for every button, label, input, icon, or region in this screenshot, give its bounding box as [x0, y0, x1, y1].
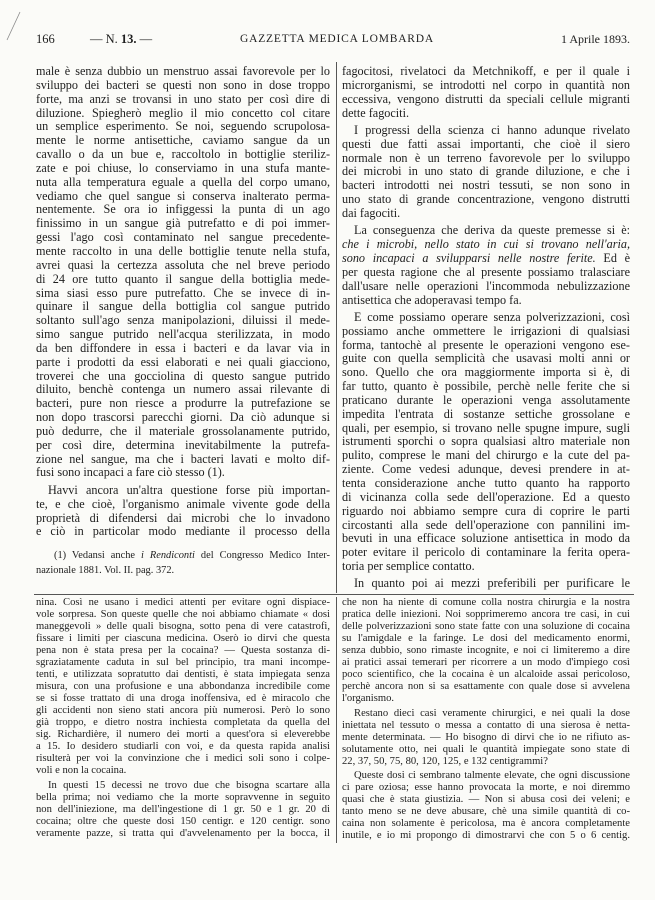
text-line: nina. Così ne usano i medici attenti per evitare ogni dispiace- — [36, 597, 330, 608]
text-line: circostanti alla sede dell'operazione con pannilini im- — [342, 517, 630, 532]
text-line: poco scientifico, che la cocaina è un alcaloide assai pericoloso, — [342, 669, 630, 680]
text-segment: Ed è — [595, 250, 630, 265]
paragraph — [36, 548, 330, 578]
text-line: cocaina; oltre che queste dosi 150 centigr. e 120 centigr. sono — [36, 815, 330, 827]
paragraph — [342, 224, 630, 307]
issue-number-value: 13. — [120, 32, 137, 46]
text-line: per questa ragione che al presente possiamo tralasciare — [342, 264, 630, 279]
text-line: pratica delle iniezioni. Noi sopprimeremo ancora tre casi, in cui — [342, 609, 630, 620]
text-line: non dopo trascorsi parecchi giorni. Da ciò adunque si — [36, 410, 330, 425]
text-line: possiamo anche ommettere le irrigazioni di qualsiasi — [342, 323, 630, 338]
lower-left-column — [36, 597, 330, 840]
text-line: misura, con una profusione e una abbondanza incredibile come — [36, 681, 330, 692]
scan-mark — [0, 10, 24, 44]
text-line: dall'usare nelle operazioni l'incommoda nebulizzazione — [342, 278, 630, 293]
text-line: perchè ancora non si sa esattamente con quale dose si avvelena — [342, 681, 630, 692]
text-line — [342, 252, 630, 266]
text-line: già troppo, e dietro nostra inchiesta completata da quella del — [36, 717, 330, 728]
text-line: per così dire, determina inevitabilmente la putrefa- — [36, 437, 330, 452]
text-line: fusi sono incapaci a fare ciò stesso (1). — [36, 465, 225, 480]
text-line: In questi 15 decessi ne trovo due che bisogna scartare alla — [48, 779, 330, 791]
text-line: quasi che è stata giustizia. — Non si abusa così dei veleni; e — [342, 794, 630, 805]
text-line: guite con quella semplicità che usavasi molti anni or — [342, 351, 630, 366]
text-line: proprietà di difendersi dai microbi che lo invadono — [36, 510, 330, 525]
paragraph — [342, 577, 630, 591]
text-line: cavallo o da un bue e, raccoltolo in bottiglie steriliz- — [36, 147, 330, 162]
text-line — [342, 238, 630, 252]
text-line: se si fosse trattato di una droga inoffensiva, ed è miracolo che — [36, 693, 330, 704]
text-line: può dedurre, che il materiale grossolanamente putrido, — [36, 423, 330, 438]
italic-text: sono incapaci a svilupparsi nelle nostre ferite. — [342, 250, 596, 265]
text-line: nazionale 1881. Vol. II. pag. 372. — [36, 565, 175, 576]
section-divider — [34, 594, 634, 595]
text-line: bacteri introdotti nei nostri tessuti, se non sono in — [342, 178, 630, 193]
text-line: uno stato di grande concentrazione, vengono distrutti — [342, 192, 630, 207]
paragraph — [36, 484, 330, 539]
text-line: nuta alla temperatura eguale a quella del corpo umano, — [36, 174, 330, 189]
text-line — [36, 548, 330, 563]
text-line: quinare il sangue della bottiglia col sangue putrido — [36, 299, 330, 314]
paragraph — [36, 65, 330, 480]
text-line: a 15. Io desidero studiarli con voi, e da questa rapida analisi — [36, 741, 330, 752]
text-line: avrei quasi la certezza assoluta che nel breve periodo — [36, 257, 330, 272]
text-segment: del Congresso Medico Inter- — [194, 550, 331, 561]
text-line: risulterà per voi la convinzione che i medici soli sono i colpe- — [36, 753, 330, 764]
text-line: pulito, comprese le mani del chirurgo e la cute del pa- — [342, 448, 630, 463]
paragraph — [36, 597, 330, 777]
text-line: forma, tantochè al presente le operazioni vengono ese- — [342, 337, 630, 352]
column-divider-lower — [336, 597, 337, 843]
footnote — [36, 548, 330, 578]
text-line: ai pratici assai temerari per ricorrere a un modo d'impiego così — [342, 657, 630, 668]
text-line: istrumenti sporchi o sopra qualsiasi altro materiale non — [342, 434, 630, 449]
text-line: questi due fatti assai importanti, che cioè il siero — [342, 136, 630, 151]
text-line: delle polverizzazioni sono state fatte con una soluzione di cocaina — [342, 621, 630, 632]
text-line: senza dubbio, sono rimaste incognite, e noi ci limiteremo a dire — [342, 645, 630, 656]
text-line: pena non è stata presa per la cocaina? — Questa sostanza di- — [36, 645, 330, 656]
text-line: tanto meno se ne deve abusare, chè una simile quantità di co- — [342, 806, 630, 817]
text-line: bacteri, pure non riesce a produrre la putrefazione se — [36, 396, 330, 411]
column-divider-upper — [336, 62, 337, 593]
text-line: nentemente. Se ora io infiggessi la punta di un ago — [36, 202, 330, 217]
text-line: caina non solamente è pericolosa, ma è ancora completamente — [342, 818, 630, 829]
text-line: mente raccolto in una delle bottiglie tenute nella stufa, — [36, 243, 330, 258]
text-line: di 24 ore tutto quanto il sangue della bottiglia mede- — [36, 271, 330, 286]
text-line: far tutto, quanto è possibile, perchè nelle ferite che si — [342, 379, 630, 394]
text-line: veramente pazze, si tratta qui d'avvelenamento per la bocca, il — [36, 827, 330, 839]
paragraph — [36, 780, 330, 840]
paragraph — [342, 597, 630, 705]
text-line: te, e che cioè, l'organismo animale vivente gode della — [36, 496, 330, 511]
text-line: sig. Richardière, il numero dei morti a quest'ora si eleverebbe — [36, 729, 330, 740]
text-line: inutile, e io mi propongo di dimostrarvi che con 5 o 6 centig. — [342, 830, 630, 841]
text-line: I progressi della scienza ci hanno adunque rivelato — [354, 122, 630, 137]
text-line: microrganismi, se introdotti nel corpo in quantità non — [342, 77, 630, 92]
text-line: quali, per esempio, si trovano nelle spugne impure, sugli — [342, 420, 630, 435]
text-line: ci pare oziosa; esse hanno provocata la morte, e noi diremmo — [342, 782, 630, 793]
text-line: soltanto sull'ago senza manipolazioni, diluissi il mede- — [36, 313, 330, 328]
paragraph — [342, 770, 630, 842]
text-line: poter evitare il pericolo di contaminare la ferita opera- — [342, 545, 630, 560]
text-line: vole sorpresa. Son queste quelle che noi abbiamo chiamate « dosi — [36, 609, 330, 620]
text-line: fagocitosi, rivelatoci da Metchnikoff, e per il quale i — [342, 64, 630, 78]
lower-right-column — [342, 597, 630, 842]
text-line: e ciò in particolar modo mediante il processo della — [36, 524, 330, 539]
italic-text: che i microbi, nello stato in cui si trovano nell'aria, — [342, 237, 630, 252]
text-line: che non ha niente di comune colla nostra chirurgia e la nostra — [342, 597, 630, 608]
text-line: bella prima; noi vediamo che la morte sopravvenne in seguito — [36, 791, 330, 803]
issue-prefix: — N. — [90, 32, 118, 46]
text-line: di vicinanza colla sede dell'operazione. Ed a questo — [342, 489, 630, 504]
text-line: impedita l'entrata di sostanze settiche grossolane e — [342, 406, 630, 421]
text-line: male è senza dubbio un menstruo assai favorevole per lo — [36, 64, 330, 78]
text-line: diluzione. Spiegherò meglio il mio concetto col citare — [36, 105, 330, 120]
text-line: finissimo in un sangue già putrefatto e di poi immer- — [36, 216, 330, 231]
text-line: praticano durante le operazioni venga assolutamente — [342, 392, 630, 407]
text-line: zate e poi chiuse, lo conserviamo in una stufa mante- — [36, 160, 330, 175]
paragraph — [342, 65, 630, 120]
text-line: maneggevoli » delle quali bisogna, sotto pena di vere catastrofi, — [36, 621, 330, 632]
journal-title: GAZZETTA MEDICA LOMBARDA — [240, 33, 434, 45]
upper-left-column — [36, 65, 330, 539]
text-line: 22, 37, 50, 75, 80, 120, 125, e 132 centigrammi? — [342, 755, 548, 767]
text-line: Havvi ancora un'altra questione forse più importan- — [48, 482, 330, 497]
text-line: parte i prodotti da essi elaborati e nei quali giacciono, — [36, 354, 330, 369]
text-line: iniettata nel tessuto o messa a contatto di una sierosa è netta- — [342, 719, 630, 731]
issue-date: 1 Aprile 1893. — [561, 32, 630, 46]
text-line: gli accidenti non sieno stati ancora più numerosi. Però lo sono — [36, 705, 330, 716]
issue-number — [90, 31, 152, 47]
text-line: toria per semplice contatto. — [342, 559, 475, 574]
paragraph — [342, 708, 630, 768]
text-line: su l'amigdale e la faringe. Le dosi del medicamento enormi, — [342, 633, 630, 644]
text-line: E come possiamo operare senza polverizzazioni, così — [354, 309, 630, 324]
text-line: ziente. Come vedesi adunque, devesi prendere in at- — [342, 462, 630, 477]
text-line: diluito, benchè contenga un numero assai rilevante di — [36, 382, 330, 397]
text-line: voli e non la cocaina. — [36, 765, 127, 776]
page-number: 166 — [36, 32, 55, 46]
text-line: mente le norme antisettiche, caviamo sangue da un — [36, 133, 330, 148]
text-line: un semplice esperimento. Se noi, seguendo scrupolosa- — [36, 119, 330, 134]
text-line: l'organismo. — [342, 693, 395, 704]
text-line: riguardo noi abbiamo sempre cura di coprire le parti — [342, 503, 630, 518]
text-line: forte, ma anzi se trovansi in uno stato per così dire di — [36, 91, 330, 106]
text-line: In quanto poi ai mezzi preferibili per purificare le — [354, 576, 630, 591]
text-line: solutamente otto, nei quali le quantità impiegate sono state di — [342, 743, 630, 755]
text-line: zione nel sangue, ma che i bacteri lavati e molto dif- — [36, 451, 330, 466]
text-line: La conseguenza che deriva da queste premesse si è: — [354, 223, 630, 238]
paragraph — [342, 311, 630, 574]
text-segment: (1) Vedansi anche — [54, 550, 142, 561]
text-line: non dell'iniezione, ma dell'ingestione di 1 gr. 50 e 1 gr. 20 di — [36, 803, 330, 815]
text-line: normale non è un terreno favorevole per lo sviluppo — [342, 150, 630, 165]
text-line: vediamo che quel sangue si conserva inalterato perma- — [36, 188, 330, 203]
text-line: gessi l'ago così contaminato nel sangue precedente- — [36, 230, 330, 245]
text-line: bevuti in una efficace soluzione antisettica in modo da — [342, 531, 630, 546]
paragraph — [342, 124, 630, 221]
text-line: tenta considerazione anche tutto quanto ha rapporto — [342, 475, 630, 490]
text-line: dai fagociti. — [342, 205, 401, 220]
text-line: troverei che una gocciolina di questo sangue putrido — [36, 368, 330, 383]
text-line: sgraziatamente caduta in sul bel principio, tra mani incompe- — [36, 657, 330, 668]
text-line: eccessiva, vengono distrutti da speciali cellule migranti — [342, 91, 630, 106]
text-line: sima siasi esso pure putrefatto. Che se invece di in- — [36, 285, 330, 300]
text-line: dette fagociti. — [342, 105, 410, 120]
text-line: tenti, e utilizzata sopratutto dai dentisti, è stata impiegata senza — [36, 669, 330, 680]
text-line: mente determinata. — Ho bisogno di dirvi che io ne rifiuto as- — [342, 731, 630, 743]
text-line: Queste dosi ci sembrano talmente elevate, che ogni discussione — [354, 770, 630, 781]
text-line: dei microbi in uno stato di grande diluzione, e che i — [342, 164, 630, 179]
text-line: Restano dieci casi veramente chirurgici, e nei quali la dose — [354, 707, 630, 719]
issue-suffix: — — [139, 32, 153, 46]
italic-text: i Rendiconti — [141, 550, 195, 561]
text-line: antisettica che adoperavasi tempo fa. — [342, 292, 522, 307]
text-line: simo sangue putrido nell'acqua sterilizzata, in modo — [36, 327, 330, 342]
text-line: fissare i limiti per ciascuna medicina. Oserò io dirvi che questa — [36, 633, 330, 644]
upper-right-column — [342, 65, 630, 591]
text-line: sviluppo dei bacteri se questi non sono in dose troppo — [36, 77, 330, 92]
text-line: da ben diffondere in essa i bacteri e da lavar via in — [36, 340, 330, 355]
text-line: sono. Quello che ora maggiormente importa si è, di — [342, 365, 630, 380]
